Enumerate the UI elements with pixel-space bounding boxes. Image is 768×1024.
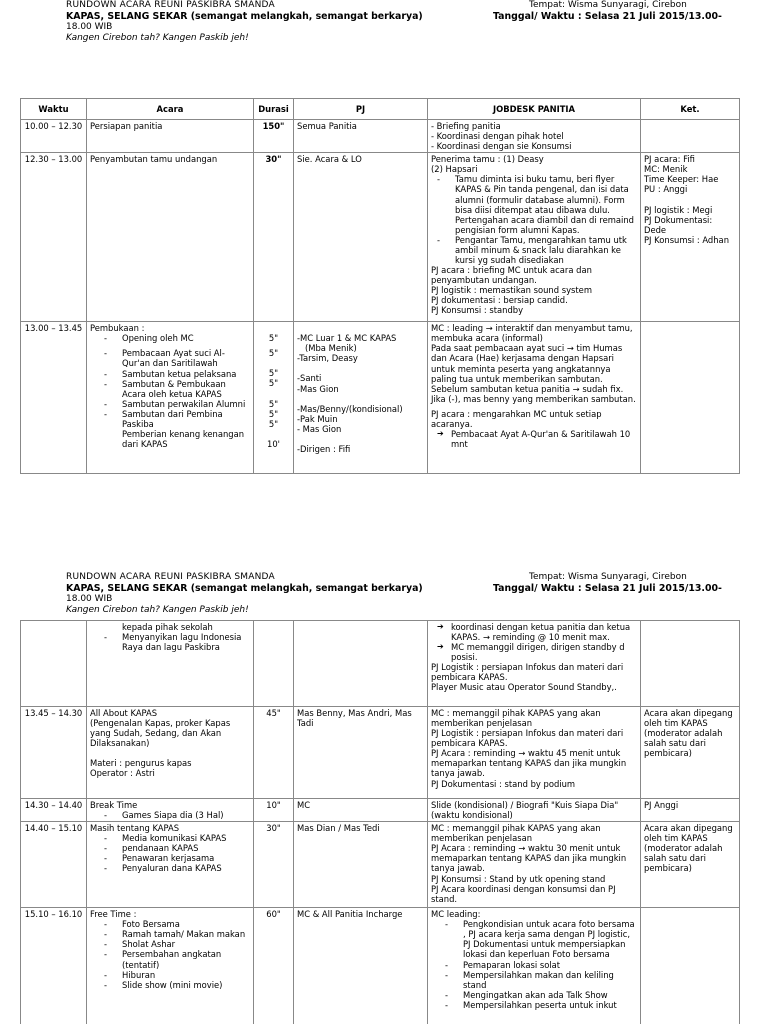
- durasi-line: 5": [268, 378, 279, 389]
- cell-ket: [641, 120, 740, 153]
- jobdesk-arrow-list: [431, 622, 637, 662]
- durasi-spacer: [257, 358, 290, 368]
- jobdesk-line: MC : leading → interaktif dan menyambut tamu, membuka acara (informal): [431, 323, 633, 344]
- list-item: - Sambutan ketua pelaksana: [104, 369, 250, 379]
- table-row: [21, 621, 740, 707]
- cell-acara: [87, 799, 254, 822]
- header-time-continued: 18.00 WIB: [66, 22, 113, 32]
- acara-list: [90, 810, 250, 820]
- jobdesk-line: PJ logistik : memastikan sound system: [431, 285, 592, 296]
- list-item: - Persembahan angkatan (tentatif): [104, 949, 250, 969]
- cell-pj: MC & All Panitia Incharge: [294, 908, 428, 1024]
- acara-list: [90, 333, 250, 449]
- header-kapas-title: KAPAS, SELANG SEKAR (semangat melangkah, semangat berkarya): [66, 583, 423, 594]
- table-row: [21, 153, 740, 322]
- durasi-spacer: [257, 389, 290, 399]
- list-item: - Sambutan perwakilan Alumni: [104, 399, 250, 409]
- cell-jobdesk: [428, 707, 641, 799]
- jobdesk-line: PJ Dokumentasi : stand by podium: [431, 778, 576, 789]
- cell-jobdesk: [428, 120, 641, 153]
- durasi-line: 10': [267, 438, 280, 449]
- cell-jobdesk: Slide (kondisional) / Biografi "Kuis Siapa Dia" (waktu kondisional): [428, 799, 641, 822]
- list-item: - Pemaparan lokasi solat: [445, 960, 637, 970]
- durasi-line: 5": [268, 368, 279, 379]
- durasi-line: 5": [268, 333, 279, 344]
- pj-line: (Mba Menik): [305, 343, 357, 354]
- table-row: [21, 799, 740, 822]
- cell-jobdesk: [428, 822, 641, 908]
- cell-pj: Mas Dian / Mas Tedi: [294, 822, 428, 908]
- header-tagline: Kangen Cirebon tah? Kangen Paskib jeh!: [66, 605, 249, 615]
- cell-waktu: 14.30 – 14.40: [21, 799, 87, 822]
- list-item: - Ramah tamah/ Makan makan: [104, 929, 250, 939]
- table-row: [21, 908, 740, 1024]
- cell-durasi: 60": [254, 908, 294, 1024]
- list-item: Pemberian kenang kenangan dari KAPAS: [122, 429, 245, 450]
- jobdesk-line: (2) Hapsari: [431, 164, 478, 175]
- list-item: - Pengantar Tamu, mengarahkan tamu utk ambil minum & snack lalu diarahkan ke kursi yg sudah disediakan: [437, 235, 637, 265]
- cell-waktu: 14.40 – 15.10: [21, 822, 87, 908]
- list-item: ➔ MC memanggil dirigen, dirigen standby d posisi.: [437, 642, 637, 662]
- jobdesk-line: Player Music atau Operator Sound Standby,.: [431, 682, 617, 693]
- table-row: [21, 707, 740, 799]
- table-row: [21, 322, 740, 474]
- acara-line: Free Time :: [90, 909, 137, 920]
- ket-line: PU : Anggi: [644, 184, 688, 195]
- cell-durasi: 30": [254, 153, 294, 322]
- jobdesk-line: PJ acara : mengarahkan MC untuk setiap acaranya.: [431, 408, 602, 429]
- cell-jobdesk: [428, 621, 641, 707]
- list-item: - Foto Bersama: [104, 919, 250, 929]
- document-page-2: [0, 572, 768, 1024]
- list-item: - Penyaluran dana KAPAS: [104, 863, 250, 873]
- acara-line: Materi : pengurus kapas: [90, 758, 192, 769]
- cell-ket: [641, 621, 740, 707]
- cell-acara: [87, 322, 254, 474]
- col-header-acara: Acara: [87, 99, 254, 120]
- list-item: - Slide show (mini movie): [104, 980, 250, 990]
- header-time-continued: 18.00 WIB: [66, 594, 113, 604]
- col-header-pj: PJ: [294, 99, 428, 120]
- header-location: Tempat: Wisma Sunyaragi, Cirebon: [529, 572, 687, 582]
- ket-line: MC: Menik: [644, 164, 688, 175]
- jobdesk-line: PJ Acara : reminding → waktu 30 menit untuk memaparkan tentang KAPAS dan jika mungkin tanya jawab.: [431, 843, 627, 874]
- jobdesk-line: Pada saat pembacaan ayat suci → tim Humas dan Acara (Hae) kerjasama dengan Hapsari untuk meminta peserta yang angkatannya paling tua untuk memberikan sambutan.: [431, 343, 623, 384]
- pj-line: -MC Luar 1 & MC KAPAS: [297, 333, 397, 344]
- header-location: Tempat: Wisma Sunyaragi, Cirebon: [529, 0, 687, 10]
- cell-acara: [87, 908, 254, 1024]
- list-item: - Games Siapa dia (3 Hal): [104, 810, 250, 820]
- cell-ket: Acara akan dipegang oleh tim KAPAS (moderator adalah salah satu dari pembicara): [641, 707, 740, 799]
- cell-durasi: 150": [254, 120, 294, 153]
- cell-pj: [294, 621, 428, 707]
- document-page-1: [0, 0, 768, 500]
- cell-acara: [87, 621, 254, 707]
- jobdesk-line: MC leading:: [431, 909, 481, 920]
- acara-list: [90, 833, 250, 873]
- cell-acara: Penyambutan tamu undangan: [87, 153, 254, 322]
- cell-durasi: 10": [254, 799, 294, 822]
- list-item: - Mengingatkan akan ada Talk Show: [445, 990, 637, 1000]
- durasi-line: 5": [268, 408, 279, 419]
- ket-line: PJ Dokumentasi: Dede: [644, 214, 713, 235]
- rundown-table: [20, 98, 740, 474]
- cell-ket: [641, 322, 740, 474]
- header-tagline: Kangen Cirebon tah? Kangen Paskib jeh!: [66, 33, 249, 43]
- list-item: ➔ Pembacaat Ayat A-Qur'an & Saritilawah 10 mnt: [437, 429, 637, 449]
- ket-spacer: [644, 195, 736, 205]
- pj-spacer: [297, 394, 424, 404]
- header-kapas-title: KAPAS, SELANG SEKAR (semangat melangkah, semangat berkarya): [66, 11, 423, 22]
- cell-jobdesk: [428, 153, 641, 322]
- cell-pj: Sie. Acara & LO: [294, 153, 428, 322]
- pj-line: -Dirigen : Fifi: [297, 443, 351, 454]
- jobdesk-line: Sebelum sambutan ketua panitia → sudah fix. Jika (-), mas benny yang memberikan sambutan.: [431, 383, 636, 404]
- cell-ket: [641, 153, 740, 322]
- jobdesk-list: [431, 919, 637, 1010]
- ket-line: PJ logistik : Megi: [644, 204, 713, 215]
- pj-line: - Mas Gion: [297, 423, 342, 434]
- cell-waktu: [21, 621, 87, 707]
- cell-waktu: 10.00 – 12.30: [21, 120, 87, 153]
- cell-ket: PJ Anggi: [641, 799, 740, 822]
- list-item: - Opening oleh MC: [104, 333, 250, 343]
- cell-pj: MC: [294, 799, 428, 822]
- col-header-jobdesk: JOBDESK PANITIA: [428, 99, 641, 120]
- jobdesk-line: Penerima tamu : (1) Deasy: [431, 154, 544, 165]
- cell-ket: [641, 908, 740, 1024]
- list-item: - Hiburan: [104, 970, 250, 980]
- cell-acara: [87, 707, 254, 799]
- jobdesk-line: PJ Konsumsi : standby: [431, 305, 524, 316]
- list-item: kepada pihak sekolah: [122, 622, 213, 632]
- jobdesk-line: PJ Konsumsi : Stand by utk opening stand: [431, 873, 606, 884]
- jobdesk-line: - Koordinasi dengan pihak hotel: [431, 131, 564, 142]
- cell-pj: [294, 322, 428, 474]
- jobdesk-line: MC : memanggil pihak KAPAS yang akan memberikan penjelasan: [431, 823, 601, 844]
- list-item: - Penawaran kerjasama: [104, 853, 250, 863]
- col-header-durasi: Durasi: [254, 99, 294, 120]
- cell-waktu: 15.10 – 16.10: [21, 908, 87, 1024]
- pj-line: -Mas Gion: [297, 383, 339, 394]
- jobdesk-line: MC : memanggil pihak KAPAS yang akan memberikan penjelasan: [431, 708, 601, 729]
- acara-line: Masih tentang KAPAS: [90, 823, 180, 834]
- cell-pj: Mas Benny, Mas Andri, Mas Tadi: [294, 707, 428, 799]
- cell-jobdesk: [428, 908, 641, 1024]
- jobdesk-line: - Briefing panitia: [431, 121, 501, 131]
- list-item: - Sambutan & Pembukaan Acara oleh ketua KAPAS: [104, 379, 250, 399]
- list-item: - Pembacaan Ayat suci Al-Qur'an dan Saritilawah: [104, 348, 250, 368]
- cell-waktu: 13.00 – 13.45: [21, 322, 87, 474]
- acara-line: Operator : Astri: [90, 768, 155, 779]
- list-item: - Tamu diminta isi buku tamu, beri flyer KAPAS & Pin tanda pengenal, dan isi data alumni (formulir database alumni). Form bisa diisi ditempat atau dibawa dulu. Pertengahan acara diambil dan di remaind pengisian form alumni Kapas.: [437, 174, 637, 234]
- header-date-time: Tanggal/ Waktu : Selasa 21 Juli 2015/13.00-: [493, 11, 722, 22]
- acara-line: (Pengenalan Kapas, proker Kapas yang Sudah, Sedang, dan Akan Dilaksanakan): [90, 718, 231, 749]
- cell-durasi: [254, 322, 294, 474]
- cell-durasi: [254, 621, 294, 707]
- pj-line: -Tarsim, Deasy: [297, 353, 358, 364]
- pj-spacer: [297, 434, 424, 444]
- jobdesk-line: PJ Acara : reminding → waktu 45 menit untuk memaparkan tentang KAPAS dan jika mungkin tanya jawab.: [431, 748, 627, 779]
- ket-line: Time Keeper: Hae: [644, 174, 719, 185]
- jobdesk-line: - Koordinasi dengan sie Konsumsi: [431, 141, 572, 152]
- rundown-table-continued: [20, 620, 740, 1024]
- pj-line: -Santi: [297, 373, 322, 384]
- header-rundown-title: RUNDOWN ACARA REUNI PASKIBRA SMANDA: [66, 572, 275, 582]
- acara-title: Pembukaan :: [90, 323, 145, 334]
- list-item: - Sambutan dari Pembina Paskiba: [104, 409, 250, 429]
- list-item: - Mempersilahkan makan dan keliling stand: [445, 970, 637, 990]
- jobdesk-line: PJ Logistik : persiapan Infokus dan materi dari pembicara KAPAS.: [431, 662, 624, 683]
- pj-spacer: [297, 363, 424, 373]
- header-date-time: Tanggal/ Waktu : Selasa 21 Juli 2015/13.00-: [493, 583, 722, 594]
- cell-jobdesk: [428, 322, 641, 474]
- durasi-spacer: [257, 429, 290, 439]
- table-row: [21, 822, 740, 908]
- list-item: ➔ koordinasi dengan ketua panitia dan ketua KAPAS. → reminding @ 10 menit max.: [437, 622, 637, 642]
- durasi-line: 5": [268, 418, 279, 429]
- cell-pj: Semua Panitia: [294, 120, 428, 153]
- acara-list: [90, 919, 250, 990]
- cell-ket: Acara akan dipegang oleh tim KAPAS (moderator adalah salah satu dari pembicara): [641, 822, 740, 908]
- ket-line: PJ acara: Fifi: [644, 154, 695, 165]
- acara-line: Break Time: [90, 800, 138, 810]
- jobdesk-list: [431, 174, 637, 265]
- jobdesk-line: PJ Logistik : persiapan Infokus dan materi dari pembicara KAPAS.: [431, 728, 624, 749]
- jobdesk-line: PJ acara : briefing MC untuk acara dan penyambutan undangan.: [431, 265, 592, 286]
- cell-waktu: 13.45 – 14.30: [21, 707, 87, 799]
- cell-durasi: 30": [254, 822, 294, 908]
- col-header-ket: Ket.: [641, 99, 740, 120]
- list-item: - Menyanyikan lagu Indonesia Raya dan lagu Paskibra: [104, 632, 250, 652]
- list-item: - Sholat Ashar: [104, 939, 250, 949]
- table-header-row: [21, 99, 740, 120]
- col-header-waktu: Waktu: [21, 99, 87, 120]
- list-item: - Media komunikasi KAPAS: [104, 833, 250, 843]
- durasi-line: 5": [268, 348, 279, 359]
- durasi-line: 5": [268, 398, 279, 409]
- pj-line: -Pak Muin: [297, 413, 338, 424]
- pj-line: -Mas/Benny/(kondisional): [297, 403, 403, 414]
- ket-line: PJ Konsumsi : Adhan: [644, 234, 730, 245]
- table-row: [21, 120, 740, 153]
- list-item: - Pengkondisian untuk acara foto bersama , PJ acara kerja sama dengan PJ logistic, PJ Dokumentasi untuk mempersiapkan lokasi dan keperluan Foto bersama: [445, 919, 637, 959]
- jobdesk-arrow-list: [431, 429, 637, 449]
- acara-line: All About KAPAS: [90, 708, 158, 718]
- acara-spacer: [90, 748, 250, 758]
- list-item: - pendanaan KAPAS: [104, 843, 250, 853]
- cell-durasi: 45": [254, 707, 294, 799]
- cell-acara: Persiapan panitia: [87, 120, 254, 153]
- jobdesk-line: PJ dokumentasi : bersiap candid.: [431, 295, 568, 306]
- cell-waktu: 12.30 – 13.00: [21, 153, 87, 322]
- cell-acara: [87, 822, 254, 908]
- jobdesk-line: PJ Acara koordinasi dengan konsumsi dan PJ stand.: [431, 883, 616, 904]
- list-item: - Mempersilahkan peserta untuk inkut: [445, 1000, 637, 1010]
- acara-list: [90, 622, 250, 652]
- header-rundown-title: RUNDOWN ACARA REUNI PASKIBRA SMANDA: [66, 0, 275, 10]
